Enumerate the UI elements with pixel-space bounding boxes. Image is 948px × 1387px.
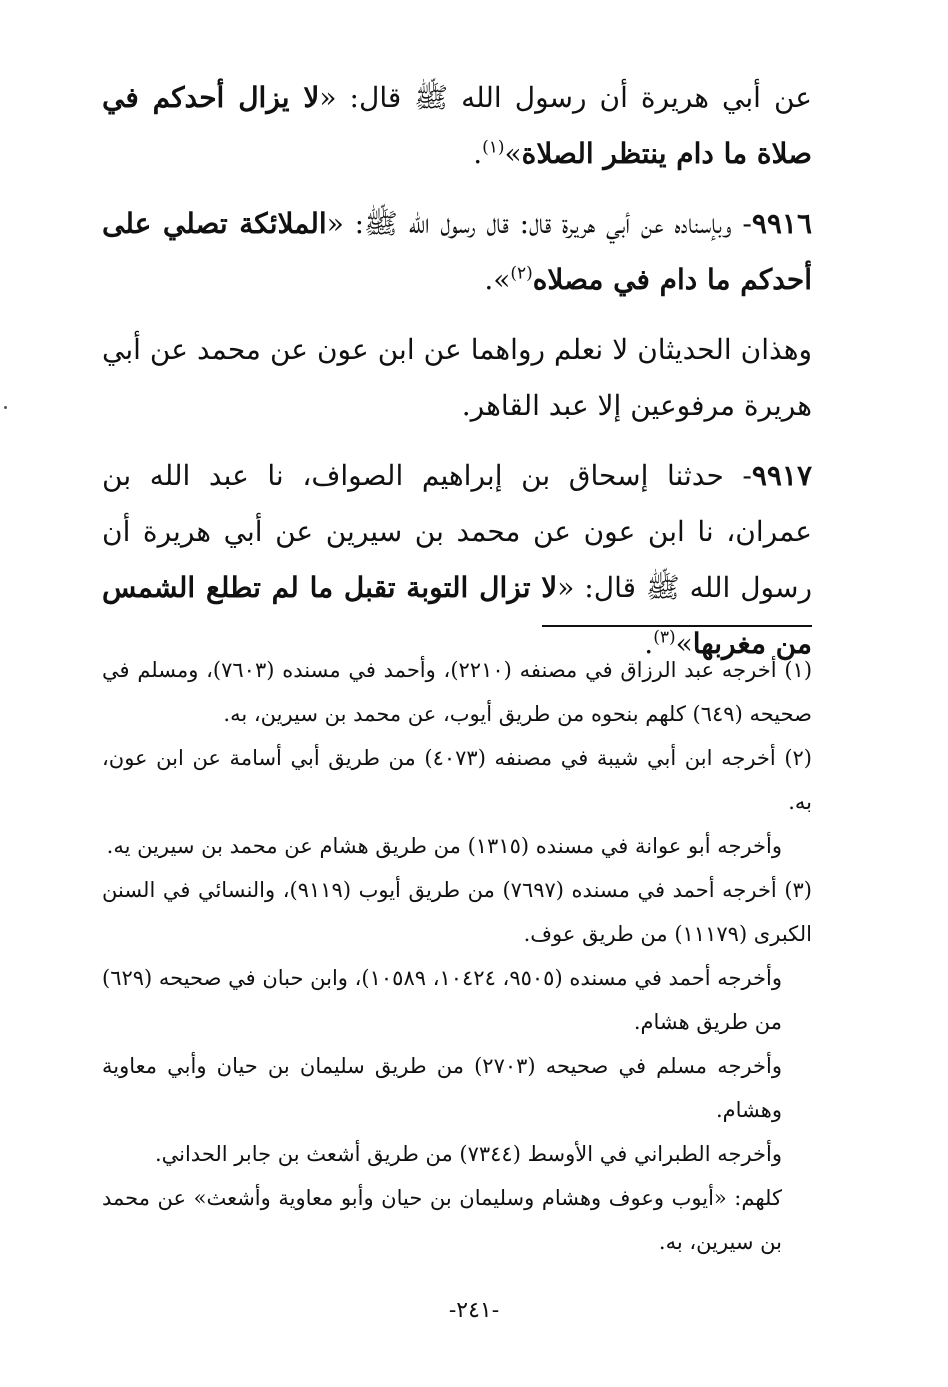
margin-speck [4,406,7,409]
hadith-number-9916: ٩٩١٦ [751,207,812,240]
footnote-line: وأخرجه الطبراني في الأوسط (٧٣٤٤) من طريق أشعث بن جابر الحداني. [154,1142,782,1166]
footnote-ref-3: (٣) [653,627,676,648]
hadith-1-quote-close: » [504,137,522,170]
commentary-paragraph: وهذان الحديثان لا نعلم رواهما عن ابن عون عن محمد عن أبي هريرة مرفوعين إلا عبد القاهر. [102,333,812,422]
footnote-line: (١) أخرجه عبد الرزاق في مصنفه (٢٢١٠)، وأحمد في مسنده (٧٦٠٣)، ومسلم في صحيحه (٦٤٩) كلهم بنحوه من طريق أيوب، عن محمد بن سيرين، به. [102,658,813,726]
footnote-line: وأخرجه مسلم في صحيحه (٢٧٠٣) من طريق سليمان بن حيان وأبي معاوية وهشام. [102,1054,782,1122]
footnote-ref-2: (٢) [510,263,533,284]
hadith-1-intro: عن أبي هريرة أن رسول الله ﷺ قال: « [319,81,812,114]
hadith-9916-close: ». [484,263,511,296]
hadith-number-9917: ٩٩١٧ [751,459,812,492]
footnote-line: وأخرجه أبو عوانة في مسنده (١٣١٥) من طريق هشام عن محمد بن سيرين يه. [106,834,782,858]
footnotes [102,648,812,1264]
hadith-9917-intro: - حدثنا إسحاق بن إبراهيم الصواف، نا عبد الله بن عمران، نا ابن عون عن محمد بن سيرين عن أبي هريرة أن رسول الله ﷺ قال: « [102,459,812,604]
footnote-line: (٢) أخرجه ابن أبي شيبة في مصنفه (٤٠٧٣) من طريق أبي أسامة عن ابن عون، به. [102,746,812,814]
footnote-line: كلهم: «أيوب وعوف وهشام وسليمان بن حيان وأبو معاوية وأشعث» عن محمد بن سيرين، به. [102,1186,782,1254]
hadith-9916-quote: الملائكة تصلي على أحدكم ما دام في مصلاه [102,207,812,296]
footnote-line: وأخرجه أحمد في مسنده (٩٥٠٥، ١٠٤٢٤، ١٠٥٨٩)، وابن حبان في صحيحه (٦٢٩) من طريق هشام. [101,966,782,1034]
hadith-1-quote: لا يزال أحدكم في صلاة ما دام ينتظر الصلاة [102,81,812,170]
footnote-line: (٣) أخرجه أحمد في مسنده (٧٦٩٧) من طريق أيوب (٩١١٩)، والنسائي في السنن الكبرى (١١١٧٩) من طريق عوف. [102,878,812,946]
hadith-9917-quote: لا تزال التوبة تقبل ما لم تطلع الشمس من مغربها [102,571,812,660]
hadith-9917-quote-close: » [675,627,693,660]
footnote-separator [542,625,812,627]
hadith-paragraph-9917 [102,448,812,672]
hadith-9916-intro: - وبإسناده عن أبي هريرة قال: قال رسول الله ﷺ: « [326,207,752,240]
page-number: -٢٤١- [448,1298,500,1323]
hadith-paragraph-9916 [102,196,812,308]
hadith-1-end: . [473,137,483,170]
hadith-paragraph-1 [102,70,812,182]
hadith-9917-end: . [644,627,654,660]
main-text [102,70,812,686]
footnote-ref-1: (١) [482,137,505,158]
